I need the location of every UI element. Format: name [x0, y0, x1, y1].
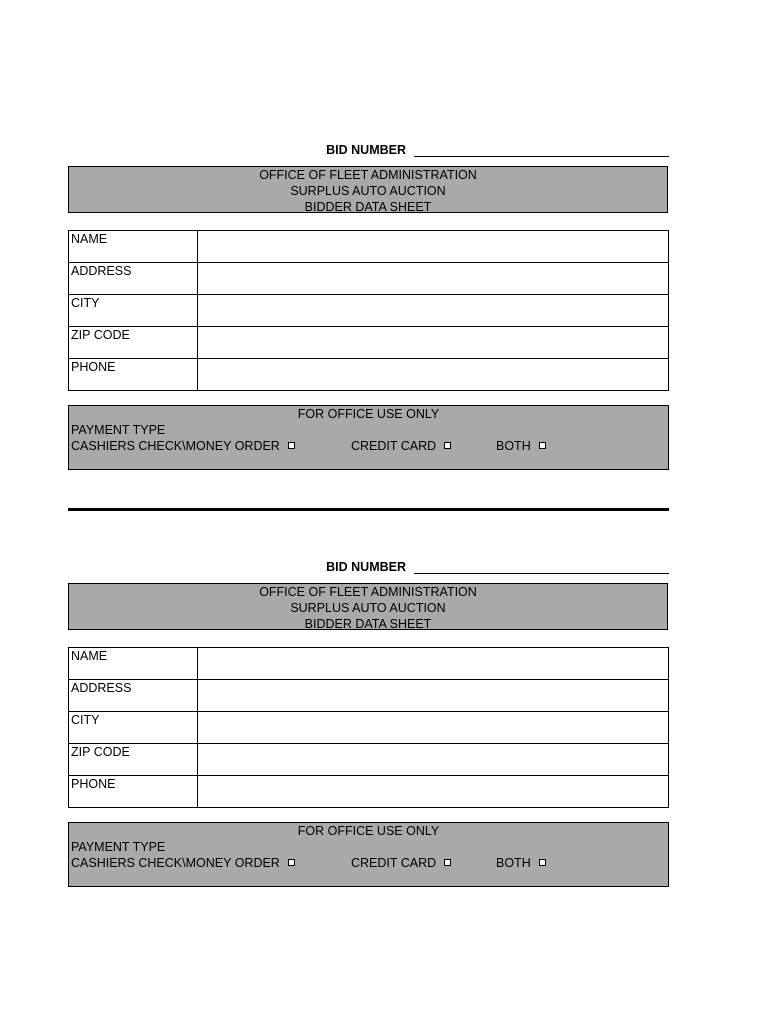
header-line-1: OFFICE OF FLEET ADMINISTRATION — [259, 168, 477, 182]
field-row-zip — [69, 744, 669, 776]
field-row-phone — [69, 359, 669, 391]
field-row-phone — [69, 776, 669, 808]
office-use-box — [68, 822, 669, 887]
option-label: CREDIT CARD — [351, 856, 437, 870]
field-row-address — [69, 263, 669, 295]
bidder-fields-table — [68, 647, 669, 808]
header-line-2: SURPLUS AUTO AUCTION — [290, 601, 446, 615]
zip-code-label: ZIP CODE — [69, 744, 198, 776]
address-field[interactable] — [198, 263, 669, 295]
phone-field[interactable] — [198, 776, 669, 808]
option-cashiers-check — [71, 438, 295, 454]
field-row-name — [69, 648, 669, 680]
bid-number-label: BID NUMBER — [326, 560, 406, 574]
cashiers-check-checkbox[interactable] — [288, 859, 295, 866]
bidder-fields-table — [68, 230, 669, 391]
header-line-1: OFFICE OF FLEET ADMINISTRATION — [259, 585, 477, 599]
name-label: NAME — [69, 231, 198, 263]
option-label: CASHIERS CHECK\MONEY ORDER — [71, 439, 280, 453]
field-row-city — [69, 295, 669, 327]
both-checkbox[interactable] — [539, 442, 546, 449]
bid-number-label: BID NUMBER — [326, 143, 406, 157]
bid-number-row — [0, 560, 770, 580]
credit-card-checkbox[interactable] — [444, 442, 451, 449]
name-field[interactable] — [198, 231, 669, 263]
header-line-3: BIDDER DATA SHEET — [304, 617, 432, 631]
bid-number-row — [0, 143, 770, 163]
zip-code-label: ZIP CODE — [69, 327, 198, 359]
field-row-zip — [69, 327, 669, 359]
payment-type-label: PAYMENT TYPE — [71, 840, 166, 854]
field-row-address — [69, 680, 669, 712]
both-checkbox[interactable] — [539, 859, 546, 866]
cashiers-check-checkbox[interactable] — [288, 442, 295, 449]
bid-number-line[interactable] — [414, 573, 669, 574]
office-use-box — [68, 405, 669, 470]
option-label: BOTH — [496, 439, 531, 453]
phone-label: PHONE — [69, 776, 198, 808]
phone-label: PHONE — [69, 359, 198, 391]
office-use-title: FOR OFFICE USE ONLY — [297, 407, 440, 421]
city-label: CITY — [69, 295, 198, 327]
address-field[interactable] — [198, 680, 669, 712]
bid-number-line[interactable] — [414, 156, 669, 157]
city-field[interactable] — [198, 295, 669, 327]
city-field[interactable] — [198, 712, 669, 744]
city-label: CITY — [69, 712, 198, 744]
payment-type-label: PAYMENT TYPE — [71, 423, 166, 437]
field-row-name — [69, 231, 669, 263]
address-label: ADDRESS — [69, 263, 198, 295]
zip-code-field[interactable] — [198, 327, 669, 359]
section-divider — [68, 508, 669, 511]
phone-field[interactable] — [198, 359, 669, 391]
option-both — [496, 438, 546, 454]
option-credit-card — [351, 438, 451, 454]
field-row-city — [69, 712, 669, 744]
option-label: CASHIERS CHECK\MONEY ORDER — [71, 856, 280, 870]
option-label: CREDIT CARD — [351, 439, 437, 453]
form-header — [68, 166, 668, 213]
name-label: NAME — [69, 648, 198, 680]
address-label: ADDRESS — [69, 680, 198, 712]
option-label: BOTH — [496, 856, 531, 870]
credit-card-checkbox[interactable] — [444, 859, 451, 866]
option-credit-card — [351, 855, 451, 871]
option-cashiers-check — [71, 855, 295, 871]
form-header — [68, 583, 668, 630]
option-both — [496, 855, 546, 871]
name-field[interactable] — [198, 648, 669, 680]
office-use-title: FOR OFFICE USE ONLY — [297, 824, 440, 838]
header-line-2: SURPLUS AUTO AUCTION — [290, 184, 446, 198]
header-line-3: BIDDER DATA SHEET — [304, 200, 432, 214]
zip-code-field[interactable] — [198, 744, 669, 776]
